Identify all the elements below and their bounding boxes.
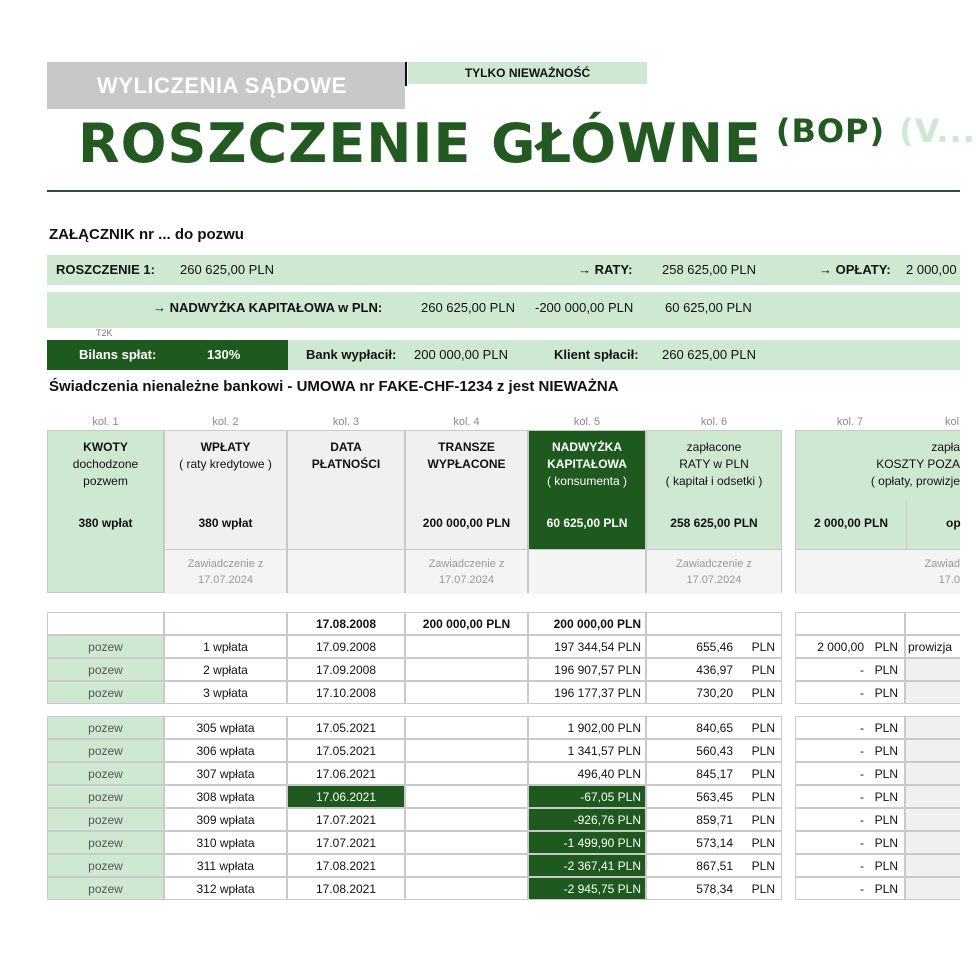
column-header-wplaty: [164, 430, 287, 593]
fee-cell-currency: PLN: [874, 789, 898, 804]
bank-value: 200 000,00 PLN: [414, 347, 508, 362]
raty-cell-currency: PLN: [751, 720, 775, 735]
raty-cell-currency: PLN: [751, 766, 775, 781]
kwoty-value: 380 wpłat: [78, 516, 133, 530]
initial-cell-1: [47, 612, 164, 635]
raty-cell-amount: 655,46: [696, 639, 733, 654]
summary-band-surplus: [47, 292, 960, 328]
fee-cell-amount: -: [860, 812, 864, 827]
title-rule: [47, 190, 960, 192]
kol-label-6: kol. 6: [700, 416, 728, 428]
fee-cell-currency: PLN: [874, 639, 898, 654]
initial-nadwyzka: 200 000,00 PLN: [528, 612, 646, 635]
raty-cell-currency: PLN: [751, 743, 775, 758]
date-cell: 17.07.2021: [287, 808, 405, 831]
tranche-cell: [405, 762, 528, 785]
wplaty-zaw-date: 17.07.2024: [197, 574, 254, 586]
section-tag-court: WYLICZENIA SĄDOWE: [47, 62, 405, 109]
fee-cell-amount: 2 000,00: [817, 639, 864, 654]
fee-cell-currency: PLN: [874, 812, 898, 827]
fee-cell-amount: -: [860, 743, 864, 758]
payment-no-cell: 306 wpłata: [164, 739, 287, 762]
table-row: [0, 762, 960, 785]
koszty-divider: [906, 501, 907, 549]
kol-label-5: kol. 5: [573, 416, 601, 428]
pozew-cell: pozew: [47, 635, 164, 658]
column-header-nadwyzka: [528, 430, 646, 593]
pozew-cell: pozew: [47, 877, 164, 900]
koszty-value-b: op: [946, 516, 961, 530]
pozew-cell: pozew: [47, 854, 164, 877]
payment-no-cell: 2 wpłata: [164, 658, 287, 681]
transze-zaw-date: 17.07.2024: [438, 574, 495, 586]
tranche-cell: [405, 681, 528, 704]
oplaty-label: → OPŁATY:: [819, 262, 891, 277]
date-cell: 17.08.2021: [287, 854, 405, 877]
pozew-cell: pozew: [47, 762, 164, 785]
tranche-cell: [405, 658, 528, 681]
fee-cell: [795, 681, 905, 704]
initial-cell-8: [905, 612, 960, 635]
surplus-cell: 197 344,54 PLN: [528, 635, 646, 658]
koszty-value: 2 000,00 PLN: [813, 516, 889, 530]
data-sub: [288, 549, 404, 594]
pozew-cell: pozew: [47, 658, 164, 681]
transze-line-1: TRANSZE: [438, 440, 495, 454]
fee-cell: [795, 854, 905, 877]
fee-desc-cell: [905, 681, 960, 704]
raty-cell-currency: PLN: [751, 685, 775, 700]
surplus-value-2: -200 000,00 PLN: [535, 300, 634, 315]
date-cell: 17.06.2021: [287, 785, 405, 808]
fee-desc-cell: [905, 658, 960, 681]
raty-cell-currency: PLN: [751, 812, 775, 827]
payment-no-cell: 312 wpłata: [164, 877, 287, 900]
initial-transza: 200 000,00 PLN: [405, 612, 528, 635]
date-cell: 17.10.2008: [287, 681, 405, 704]
surplus-cell: -2 945,75 PLN: [528, 877, 646, 900]
surplus-label: → NADWYŻKA KAPITAŁOWA w PLN:: [153, 300, 383, 315]
page-title-sup: (BOP): [775, 112, 886, 150]
raty-cell: [646, 635, 782, 658]
fee-cell-currency: PLN: [874, 881, 898, 896]
initial-cell-6: [646, 612, 782, 635]
balance-value: 130%: [207, 347, 241, 362]
raty-line-3: ( kapitał i odsetki ): [665, 474, 763, 488]
section-title: Świadczenia nienależne bankowi - UMOWA nr FAKE-CHF-1234 z jest NIEWAŻNA: [49, 378, 619, 395]
nadwyzka-value: 60 625,00 PLN: [546, 516, 628, 530]
surplus-cell: 1 902,00 PLN: [528, 716, 646, 739]
pozew-cell: pozew: [47, 831, 164, 854]
pozew-cell: pozew: [47, 808, 164, 831]
payment-no-cell: 310 wpłata: [164, 831, 287, 854]
kwoty-line-2: dochodzone: [72, 457, 139, 471]
raty-cell-amount: 573,14: [696, 835, 733, 850]
attachment-label: ZAŁĄCZNIK nr ... do pozwu: [49, 226, 244, 243]
date-cell: 17.06.2021: [287, 762, 405, 785]
claim-label: ROSZCZENIE 1:: [56, 262, 155, 277]
surplus-cell: 196 177,37 PLN: [528, 681, 646, 704]
raty-cell-amount: 845,17: [696, 766, 733, 781]
raty-line-1: zapłacone: [686, 440, 742, 454]
date-cell: 17.05.2021: [287, 716, 405, 739]
surplus-cell: 496,40 PLN: [528, 762, 646, 785]
raty-cell-amount: 730,20: [696, 685, 733, 700]
koszty-sub: [796, 549, 960, 594]
fee-cell-amount: -: [860, 662, 864, 677]
raty-zaw-date: 17.07.2024: [686, 574, 742, 586]
payment-no-cell: 307 wpłata: [164, 762, 287, 785]
raty-cell: [646, 681, 782, 704]
fee-desc-cell: [905, 785, 960, 808]
fee-cell-currency: PLN: [874, 720, 898, 735]
tranche-cell: [405, 635, 528, 658]
tag-divider: [405, 62, 407, 86]
raty-cell-amount: 840,65: [696, 720, 733, 735]
kol-label-4: kol. 4: [453, 416, 480, 428]
raty-zaw: Zawiadczenie z: [676, 558, 752, 570]
raty-cell-amount: 867,51: [696, 858, 733, 873]
wplaty-line-2: ( raty kredytowe ): [179, 457, 272, 471]
data-line-2: PŁATNOŚCI: [311, 457, 381, 471]
fee-cell-amount: -: [860, 685, 864, 700]
raty-cell: [646, 831, 782, 854]
fee-cell: [795, 785, 905, 808]
fee-cell: [795, 762, 905, 785]
date-cell: 17.05.2021: [287, 739, 405, 762]
koszty-zaw-date: 17.0: [938, 574, 960, 586]
raty-cell: [646, 877, 782, 900]
fee-cell: [795, 658, 905, 681]
client-value: 260 625,00 PLN: [662, 347, 756, 362]
table-row: [0, 831, 960, 854]
client-label: Klient spłacił:: [554, 347, 639, 362]
transze-zaw: Zawiadczenie z: [428, 558, 505, 570]
raty-header-value: 258 625,00 PLN: [670, 516, 758, 530]
surplus-cell: -67,05 PLN: [528, 785, 646, 808]
section-tag-nullity: TYLKO NIEWAŻNOŚĆ: [408, 62, 647, 84]
fee-cell-amount: -: [860, 881, 864, 896]
pozew-cell: pozew: [47, 681, 164, 704]
koszty-line-3: ( opłaty, prowizje: [870, 474, 960, 488]
nadwyzka-line-3: ( konsumenta ): [546, 474, 628, 488]
tranche-cell: [405, 739, 528, 762]
raty-cell: [646, 739, 782, 762]
raty-cell-currency: PLN: [751, 662, 775, 677]
table-row: [0, 854, 960, 877]
kol-label-8: kol: [945, 416, 960, 428]
transze-line-2: WYPŁACONE: [427, 457, 506, 471]
column-header-transze: [405, 430, 528, 593]
fee-cell-currency: PLN: [874, 743, 898, 758]
page-title: [78, 112, 976, 175]
raty-cell-currency: PLN: [751, 858, 775, 873]
transze-value: 200 000,00 PLN: [422, 516, 511, 530]
raty-cell: [646, 658, 782, 681]
fee-cell: [795, 739, 905, 762]
raty-cell-currency: PLN: [751, 835, 775, 850]
raty-cell-amount: 859,71: [696, 812, 733, 827]
kwoty-line-3: pozwem: [83, 474, 128, 488]
pozew-cell: pozew: [47, 785, 164, 808]
initial-cell-2: [164, 612, 287, 635]
fee-cell: [795, 716, 905, 739]
date-cell: 17.07.2021: [287, 831, 405, 854]
payment-no-cell: 3 wpłata: [164, 681, 287, 704]
raty-cell-currency: PLN: [751, 881, 775, 896]
pozew-cell: pozew: [47, 739, 164, 762]
table-row: [0, 739, 960, 762]
surplus-cell: -1 499,90 PLN: [528, 831, 646, 854]
raty-cell-amount: 578,34: [696, 881, 733, 896]
surplus-cell: 196 907,57 PLN: [528, 658, 646, 681]
fee-cell-currency: PLN: [874, 662, 898, 677]
tranche-cell: [405, 854, 528, 877]
raty-label: → RATY:: [578, 262, 633, 277]
column-header-data: [287, 430, 405, 593]
surplus-value-3: 60 625,00 PLN: [665, 300, 752, 315]
summary-band-claim: [47, 255, 960, 285]
fee-desc-cell: [905, 831, 960, 854]
fee-cell-amount: -: [860, 720, 864, 735]
fee-desc-cell: [905, 762, 960, 785]
fee-cell-currency: PLN: [874, 766, 898, 781]
koszty-line-2: KOSZTY POZA: [876, 457, 960, 471]
raty-cell-amount: 563,45: [696, 789, 733, 804]
page-title-main: ROSZCZENIE GŁÓWNE: [78, 112, 762, 175]
fee-desc-cell: [905, 739, 960, 762]
fee-cell-amount: -: [860, 766, 864, 781]
payment-no-cell: 309 wpłata: [164, 808, 287, 831]
raty-cell-currency: PLN: [751, 789, 775, 804]
claim-value: 260 625,00 PLN: [180, 262, 274, 277]
table-row: [0, 635, 960, 658]
page-title-sup-faded: (V...: [899, 112, 976, 150]
initial-date: 17.08.2008: [287, 612, 405, 635]
surplus-cell: 1 341,57 PLN: [528, 739, 646, 762]
fee-desc-cell: [905, 854, 960, 877]
wplaty-zaw: Zawiadczenie z: [187, 558, 264, 570]
raty-value: 258 625,00 PLN: [662, 262, 756, 277]
table-row: [0, 877, 960, 900]
raty-cell: [646, 716, 782, 739]
tranche-cell: [405, 716, 528, 739]
summary-band-balance: [288, 340, 960, 370]
tranche-cell: [405, 831, 528, 854]
oplaty-value: 2 000,00: [906, 262, 957, 277]
raty-cell-currency: PLN: [751, 639, 775, 654]
bank-label: Bank wypłacił:: [306, 347, 397, 362]
fee-cell: [795, 877, 905, 900]
fee-cell-currency: PLN: [874, 858, 898, 873]
raty-line-2: RATY w PLN: [679, 457, 749, 471]
koszty-zaw: Zawiad: [924, 558, 960, 570]
nadwyzka-line-1: NADWYŻKA: [552, 440, 622, 454]
wplaty-value: 380 wpłat: [198, 516, 253, 530]
fee-cell-amount: -: [860, 789, 864, 804]
tranche-cell: [405, 808, 528, 831]
nadwyzka-sub: [529, 549, 645, 594]
payment-no-cell: 305 wpłata: [164, 716, 287, 739]
raty-cell: [646, 808, 782, 831]
column-header-raty: [646, 430, 782, 593]
table-row: [0, 808, 960, 831]
fee-cell-currency: PLN: [874, 835, 898, 850]
table-row: [0, 785, 960, 808]
kol-label-1: kol. 1: [92, 416, 119, 428]
raty-cell: [646, 762, 782, 785]
koszty-line-1: zapła: [931, 440, 960, 454]
fee-desc-cell: [905, 877, 960, 900]
column-header-kwoty: [47, 430, 164, 593]
column-header-koszty: [795, 430, 960, 593]
table-row: [0, 658, 960, 681]
wplaty-line-1: WPŁATY: [200, 440, 251, 454]
pozew-cell: pozew: [47, 716, 164, 739]
date-cell: 17.09.2008: [287, 658, 405, 681]
table-row-initial: [0, 612, 960, 635]
balance-label: Bilans spłat:: [79, 347, 157, 362]
raty-cell: [646, 785, 782, 808]
raty-sub: [647, 549, 781, 594]
raty-cell: [646, 854, 782, 877]
kol-label-3: kol. 3: [332, 416, 360, 428]
fee-cell: [795, 831, 905, 854]
fee-desc-cell: [905, 808, 960, 831]
fee-desc-cell: prowizja: [905, 635, 960, 658]
wplaty-sub: [165, 549, 286, 594]
kol-label-7: kol. 7: [836, 416, 864, 428]
raty-cell-amount: 560,43: [696, 743, 733, 758]
fee-cell-amount: -: [860, 835, 864, 850]
table-row: [0, 716, 960, 739]
kwoty-line-1: KWOTY: [83, 440, 128, 454]
fee-cell-currency: PLN: [874, 685, 898, 700]
fee-cell: [795, 635, 905, 658]
transze-sub: [406, 549, 527, 594]
tranche-cell: [405, 785, 528, 808]
surplus-cell: -926,76 PLN: [528, 808, 646, 831]
tranche-cell: [405, 877, 528, 900]
kol-label-2: kol. 2: [212, 416, 239, 428]
payment-no-cell: 311 wpłata: [164, 854, 287, 877]
fee-cell: [795, 808, 905, 831]
fee-desc-cell: [905, 716, 960, 739]
surplus-cell: -2 367,41 PLN: [528, 854, 646, 877]
t2k-label: T2K: [96, 328, 113, 338]
data-line-1: DATA: [330, 440, 362, 454]
table-row: [0, 681, 960, 704]
surplus-value-1: 260 625,00 PLN: [421, 300, 515, 315]
raty-cell-amount: 436,97: [696, 662, 733, 677]
date-cell: 17.08.2021: [287, 877, 405, 900]
date-cell: 17.09.2008: [287, 635, 405, 658]
nadwyzka-line-2: KAPITAŁOWA: [547, 457, 627, 471]
initial-cell-7: [795, 612, 905, 635]
payment-no-cell: 1 wpłata: [164, 635, 287, 658]
balance-box: [47, 340, 288, 370]
payment-no-cell: 308 wpłata: [164, 785, 287, 808]
fee-cell-amount: -: [860, 858, 864, 873]
